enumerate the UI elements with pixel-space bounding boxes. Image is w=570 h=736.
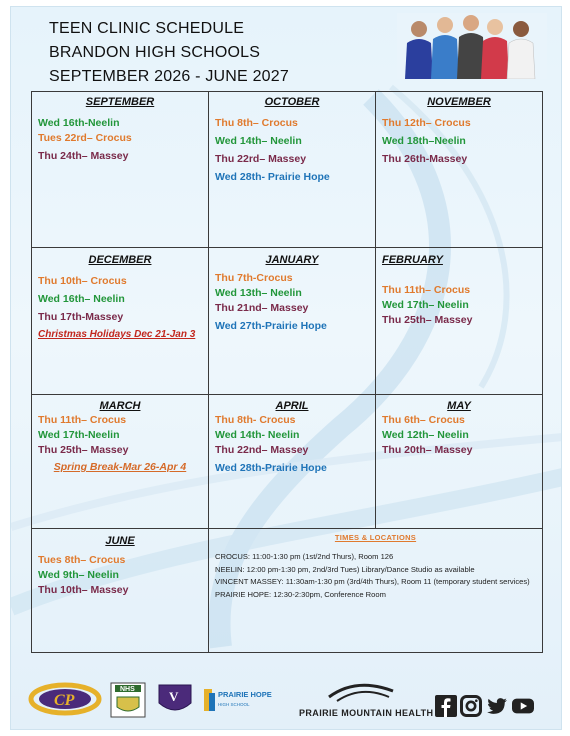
month-cell-may — [376, 395, 542, 529]
month-title: JANUARY — [265, 254, 319, 266]
event-item: Wed 13th– Neelin — [215, 287, 302, 299]
event-item: Thu 22rd– Massey — [215, 153, 307, 165]
header-subtitle: BRANDON HIGH SCHOOLS — [49, 44, 261, 61]
svg-text:HIGH SCHOOL: HIGH SCHOOL — [218, 702, 250, 707]
spring-break-note: Spring Break-Mar 26-Apr 4 — [53, 461, 187, 473]
event-item: Thu 26th-Massey — [382, 153, 468, 165]
times-locations-title: TIMES & LOCATIONS — [334, 533, 417, 542]
event-item: Wed 12th– Neelin — [382, 429, 469, 441]
month-cell-march — [32, 395, 209, 529]
header-date-range: SEPTEMBER 2026 - JUNE 2027 — [49, 68, 289, 85]
event-item: Wed 28th- Prairie Hope — [215, 171, 330, 183]
event-item: Thu 25th– Massey — [38, 444, 129, 456]
month-title: MAY — [447, 400, 471, 412]
svg-text:PRAIRIE HOPE: PRAIRIE HOPE — [218, 690, 272, 699]
event-item: Thu 8th– Crocus — [215, 117, 298, 129]
svg-text:NHS: NHS — [120, 686, 135, 693]
event-item: Tues 22rd– Crocus — [38, 132, 132, 144]
event-item: Thu 10th– Crocus — [38, 275, 127, 287]
event-item: Wed 18th–Neelin — [382, 135, 466, 147]
event-item: Wed 16th– Neelin — [38, 293, 125, 305]
event-item: Wed 17th-Neelin — [38, 429, 120, 441]
schedule-page — [10, 6, 562, 730]
pmh-label: PRAIRIE MOUNTAIN HEALTH — [299, 708, 434, 718]
month-title: JUNE — [105, 535, 135, 547]
month-title: MARCH — [99, 400, 141, 412]
instagram-icon[interactable] — [460, 695, 482, 717]
event-item: Wed 16th-Neelin — [38, 117, 120, 129]
event-item: Thu 11th– Crocus — [38, 414, 127, 426]
month-title: DECEMBER — [88, 254, 152, 266]
month-cell-february — [376, 248, 542, 395]
holiday-note: Christmas Holidays Dec 21-Jan 3 — [38, 329, 196, 340]
event-item: Thu 20th– Massey — [382, 444, 473, 456]
page-header — [49, 17, 289, 89]
header-title: TEEN CLINIC SCHEDULE — [49, 20, 245, 37]
month-cell-january — [209, 248, 376, 395]
event-item: Wed 14th- Neelin — [215, 429, 300, 441]
event-item: Wed 17th– Neelin — [382, 299, 469, 311]
event-item: Wed 9th– Neelin — [38, 569, 119, 581]
youtube-icon[interactable] — [512, 695, 534, 717]
month-cell-november — [376, 92, 542, 248]
event-item: Thu 25th– Massey — [382, 314, 473, 326]
month-title: APRIL — [275, 400, 309, 412]
prairie-hope-logo-icon — [204, 689, 272, 711]
pmh-mountain-icon — [329, 685, 393, 701]
event-item: Thu 22nd– Massey — [215, 444, 309, 456]
month-cell-september — [32, 92, 209, 248]
students-photo-icon — [397, 13, 547, 79]
svg-text:CP: CP — [54, 692, 75, 709]
month-title: NOVEMBER — [427, 96, 491, 108]
location-vincent-massey: VINCENT MASSEY: 11:30am-1:30 pm (3rd/4th Thurs), Room 11 (temporary student services) — [215, 577, 530, 586]
month-cell-october — [209, 92, 376, 248]
event-item: Thu 7th-Crocus — [215, 272, 293, 284]
event-item: Thu 24th– Massey — [38, 150, 129, 162]
event-item: Thu 17th-Massey — [38, 311, 124, 323]
svg-text:V: V — [169, 689, 179, 704]
nhs-logo-icon — [111, 683, 145, 717]
month-cell-april — [209, 395, 376, 529]
event-item: Wed 28th-Prairie Hope — [215, 462, 327, 474]
month-title: SEPTEMBER — [85, 96, 155, 108]
month-cell-december — [32, 248, 209, 395]
twitter-icon[interactable] — [486, 695, 508, 717]
event-item: Thu 10th– Massey — [38, 584, 129, 596]
event-item: Thu 12th– Crocus — [382, 117, 471, 129]
schedule-grid — [31, 91, 543, 653]
event-item: Wed 14th– Neelin — [215, 135, 302, 147]
location-crocus: CROCUS: 11:00-1:30 pm (1st/2nd Thurs), Room 126 — [215, 552, 394, 561]
event-item: Thu 8th- Crocus — [215, 414, 296, 426]
location-prairie-hope: PRAIRIE HOPE: 12:30-2:30pm, Conference Room — [215, 589, 386, 599]
month-cell-june — [32, 529, 209, 652]
crocus-logo-icon — [31, 685, 99, 713]
month-title: OCTOBER — [264, 96, 320, 108]
event-item: Tues 8th– Crocus — [38, 554, 126, 566]
event-item: Wed 27th-Prairie Hope — [215, 320, 327, 332]
vincent-massey-logo-icon — [159, 685, 191, 710]
event-item: Thu 21nd– Massey — [215, 302, 309, 314]
event-item: Thu 11th– Crocus — [382, 284, 471, 296]
times-locations-cell — [209, 529, 542, 652]
event-item: Thu 6th– Crocus — [382, 414, 465, 426]
location-neelin: NEELIN: 12:00 pm-1:30 pm, 2nd/3rd Tues) Library/Dance Studio as available — [215, 564, 475, 574]
facebook-icon[interactable] — [435, 695, 457, 717]
month-title: FEBRUARY — [382, 254, 443, 266]
